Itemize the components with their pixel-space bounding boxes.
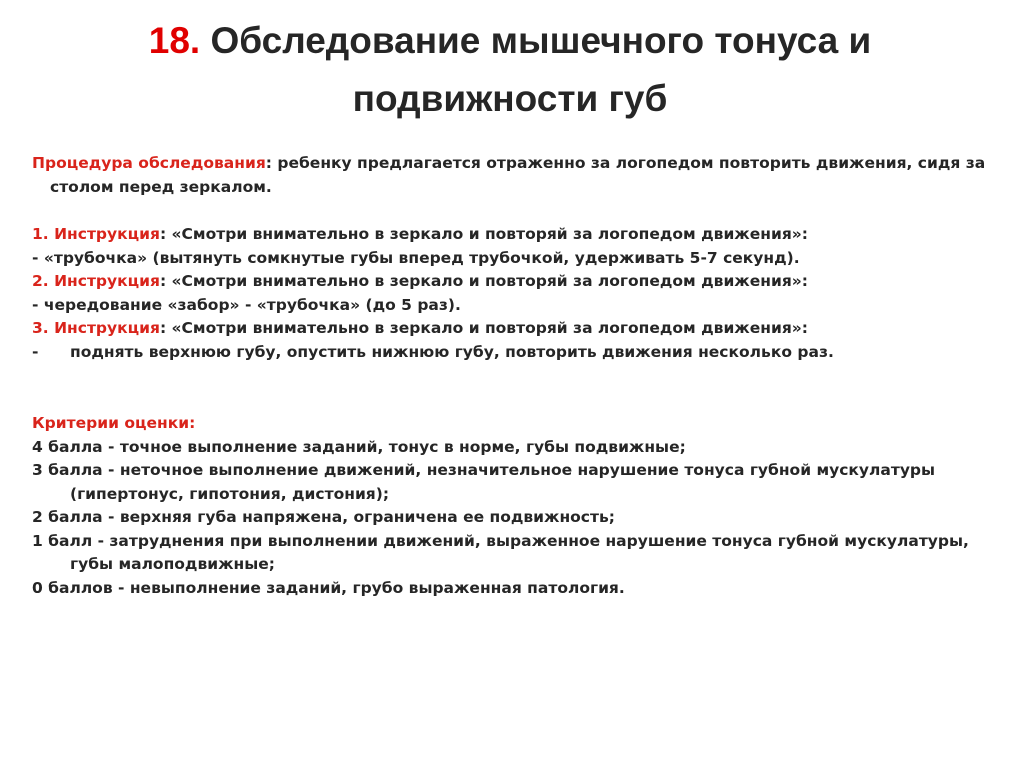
- page-title: [60, 12, 960, 128]
- title-line-2: подвижности губ: [352, 78, 668, 119]
- criteria-heading: Критерии оценки:: [32, 414, 196, 432]
- instruction-1: [32, 223, 1002, 247]
- title-number: 18.: [148, 20, 201, 61]
- instruction-2-task: - чередование «забор» - «трубочка» (до 5 раз).: [32, 295, 461, 314]
- criteria-item: 3 балла - неточное выполнение движений, незначительное нарушение тонуса губной мускулатуры (гипертонус, гипотония, дистония);: [32, 461, 936, 503]
- title-line-1: Обследование мышечного тонуса и: [210, 20, 872, 61]
- instruction-3-task: [32, 341, 1002, 365]
- instruction-label: 3. Инструкция: [32, 319, 160, 337]
- procedure-text: : ребенку предлагается отраженно за логопедом повторить движения, сидя за столом перед зеркалом.: [50, 154, 986, 196]
- instruction-1-task: - «трубочка» (вытянуть сомкнутые губы вперед трубочкой, удерживать 5-7 секунд).: [32, 248, 800, 267]
- spacer: [32, 364, 1002, 412]
- criteria-item: 2 балла - верхняя губа напряжена, ограничена ее подвижность;: [32, 508, 615, 526]
- instruction-text: : «Смотри внимательно в зеркало и повторяй за логопедом движения»:: [159, 225, 808, 243]
- criteria-item: 0 баллов - невыполнение заданий, грубо выраженная патология.: [32, 578, 625, 597]
- slide-content: [32, 152, 1002, 600]
- spacer: [32, 199, 1002, 223]
- instruction-3-task-text: поднять верхнюю губу, опустить нижнюю губу, повторить движения несколько раз.: [70, 342, 834, 361]
- instruction-2: [32, 270, 1002, 294]
- procedure-label: Процедура обследования: [32, 154, 266, 172]
- criteria-item: 1 балл - затруднения при выполнении движений, выраженное нарушение тонуса губной мускулатуры, губы малоподвижные;: [32, 531, 969, 573]
- procedure-paragraph: [32, 152, 1002, 199]
- instruction-text: : «Смотри внимательно в зеркало и повторяй за логопедом движения»:: [159, 272, 808, 290]
- instruction-label: 2. Инструкция: [32, 272, 160, 290]
- list-dash: -: [32, 342, 39, 361]
- instruction-label: 1. Инструкция: [32, 225, 160, 243]
- instruction-text: : «Смотри внимательно в зеркало и повторяй за логопедом движения»:: [159, 319, 808, 337]
- instruction-3: [32, 317, 1002, 341]
- criteria-item: 4 балла - точное выполнение заданий, тонус в норме, губы подвижные;: [32, 437, 686, 456]
